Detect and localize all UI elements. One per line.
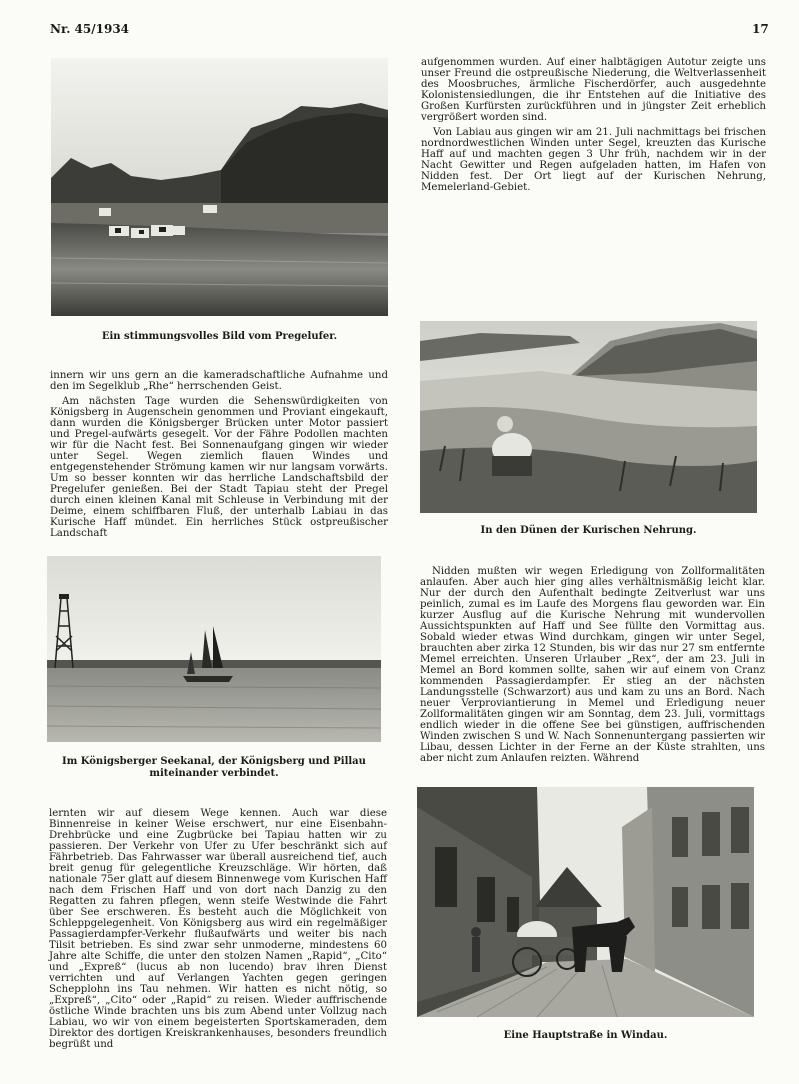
street-cart-photo (417, 787, 754, 1017)
paragraph: Nidden mußten wir wegen Erledigung von Zollformalitäten anlaufen. Aber auch hier ging alles verhältnismäßig leicht klar. Nur der durch den Aufenthalt bedingte Zeitverlust war uns peinlich, zumal es im Laufe des Morgens flau geworden war. Ein kurzer Ausflug auf die Kurische Nehrung mit wundervollen Aussichtspunkten auf Haff und See füllte den Vormittag aus. Sobald wieder etwas Wind durchkam, gingen wir unter Segel, brauchten aber zirka 12 Stunden, bis wir das nur 27 sm entfernte Memel erreichten. Unseren Urlauber „Rex“, der am 23. Juli in Memel an Bord kommen sollte, sahen wir auf einem von Cranz kommenden Passagierdampfer. Er stieg an der nächsten Landungsstelle (Schwarzort) aus und kam zu uns an Bord. Nach neuer Verproviantierung in Memel und Erledigung neuer Zollformalitäten gingen wir am Sonntag, dem 23. Juli, vormittags endlich wieder in die offene See bei günstigen, auffrischenden Winden zwischen S und W. Nach Sonnenuntergang passierten wir Libau, dessen Lichter in der Ferne an der Küste strahlten, uns aber nicht zum Anlaufen reizten. Während (420, 566, 765, 764)
paragraph: Von Labiau aus gingen wir am 21. Juli nachmittags bei frischen nordnordwestlichen Winden unter Segel, kreuzten das Kurische Haff auf und machten gegen 3 Uhr früh, nachdem wir in der Nacht Gewitter und Regen aufgeladen hatten, im Hafen von Nidden fest. Der Ort liegt auf der Kurischen Nehrung, Memelerland-Gebiet. (421, 127, 766, 193)
paragraph: innern wir uns gern an die kameradschaftliche Aufnahme und den im Segelklub „Rhe“ herrschenden Geist. (50, 370, 388, 392)
article-text-left-bottom (49, 808, 387, 1050)
river-cows-photo (51, 58, 388, 316)
sailboat-canal-photo (47, 556, 381, 742)
paragraph: lernten wir auf diesem Wege kennen. Auch war diese Binnenreise in keiner Weise erschwert, nur eine Eisenbahn-Drehbrücke und eine Zugbrücke bei Tapiau hatten wir zu passieren. Der Verkehr von Ufer zu Ufer beschränkt sich auf Fährbetrieb. Das Fahrwasser war überall ausreichend tief, auch breit genug für gelegentliche Kreuzschläge. Wir hörten, daß nationale 75er glatt auf diesem Binnenwege vom Kurischen Haff nach dem Frischen Haff und von dort nach Danzig zu den Regatten zu fahren pflegen, wenn steife Westwinde die Fahrt über See erschweren. Es besteht auch die Möglichkeit von Schleppgelegenheit. Von Königsberg aus wird ein regelmäßiger Passagierdampfer-Verkehr flußaufwärts und weiter bis nach Tilsit betrieben. Es sind zwar sehr unmoderne, mindestens 60 Jahre alte Schiffe, die unter den stolzen Namen „Rapid“, „Cito“ und „Expreß“ (lucus ab non lucendo) brav ihren Dienst verrichten und auf Verlangen Yachten gegen geringen Schepplohn ins Tau nehmen. Wir hatten es nicht nötig, so „Expreß“, „Cito“ oder „Rapid“ zu reisen. Wieder auffrischende östliche Winde brachten uns bis zum Abend unter Vollzug nach Labiau, wo wir von einem begeisterten Sportskameraden, dem Direktor des dortigen Kreiskrankenhauses, besonders freundlich begrüßt und (49, 808, 387, 1050)
article-text-left-mid (50, 370, 388, 539)
article-text-right-mid (420, 566, 765, 770)
paragraph: aufgenommen wurden. Auf einer halbtägigen Autotur zeigte uns unser Freund die ostpreußische Niederung, die Weltverlassenheit des Moosbruches, ärmliche Fischerdörfer, auch ausgedehnte Kolonistensiedlungen, die ihr Entstehen auf die Initiative des Großen Kurfürsten zurückführen und in jüngster Zeit erheblich vergrößert worden sind. (421, 57, 766, 123)
photo-caption: Im Königsberger Seekanal, der Königsberg und Pillau miteinander verbindet. (62, 756, 366, 779)
page-number: 17 (752, 22, 769, 36)
paragraph: Am nächsten Tage wurden die Sehenswürdigkeiten von Königsberg in Augenschein genommen und Proviant eingekauft, dann wurden die Königsberger Brücken unter Motor passiert und Pregel-aufwärts gesegelt. Vor der Fähre Podollen machten wir für die Nacht fest. Bei Sonnenaufgang gingen wir wieder unter Segel. Wegen ziemlich flauen Windes und entgegenstehender Strömung kamen wir nur langsam vorwärts. Um so besser konnten wir das herrliche Landschaftsbild der Pregelufer genießen. Bei der Stadt Tapiau steht der Pregel durch einen kleinen Kanal mit Schleuse in Verbindung mit der Deime, einem schiffbaren Fluß, der unterhalb Labiau in das Kurische Haff mündet. Ein herrliches Stück ostpreußischer Landschaft (50, 396, 388, 539)
photo-caption: Eine Hauptstraße in Windau. (503, 1030, 668, 1041)
issue-number: Nr. 45/1934 (50, 22, 130, 36)
article-text-right-top (421, 57, 766, 209)
photo-caption: In den Dünen der Kurischen Nehrung. (480, 525, 697, 536)
photo-caption: Ein stimmungsvolles Bild vom Pregelufer. (101, 331, 338, 342)
dunes-photo (420, 321, 757, 513)
